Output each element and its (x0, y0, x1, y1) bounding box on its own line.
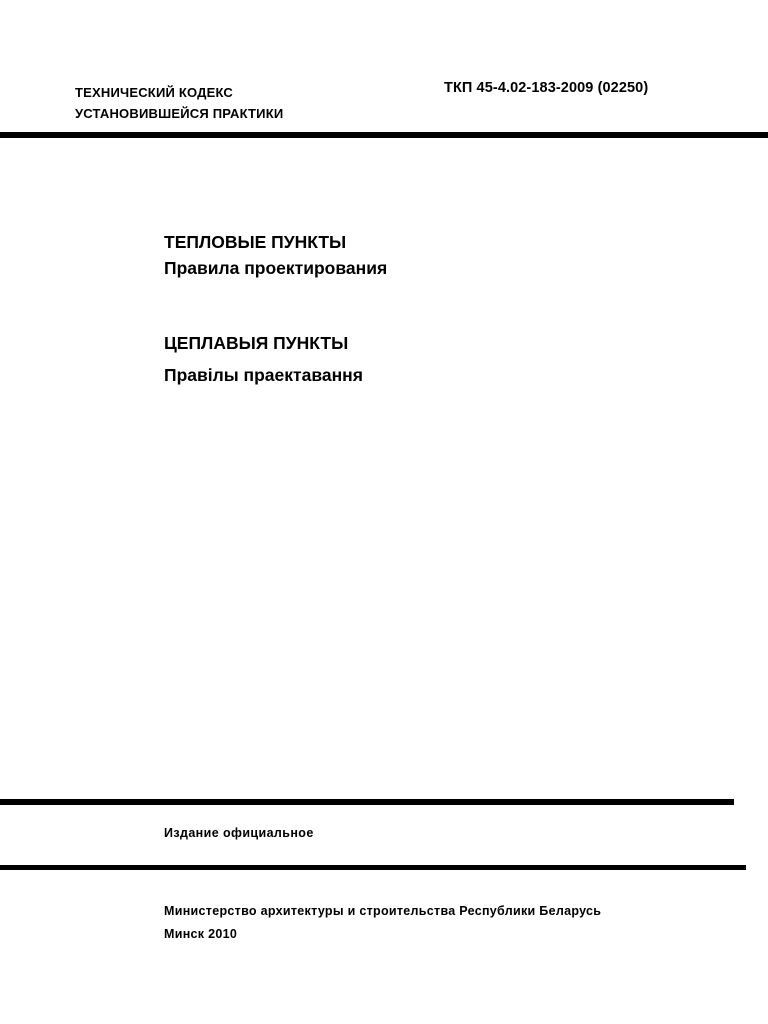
header-divider (0, 132, 768, 138)
document-type-label (75, 82, 283, 124)
publisher-name: Министерство архитектуры и строительства Республики Беларусь (164, 904, 602, 918)
publication-city-year: Минск 2010 (164, 927, 238, 941)
edition-top-divider (0, 799, 734, 805)
subtitle-russian: Правила проектирования (164, 258, 388, 278)
document-type-line-2: УСТАНОВИВШЕЙСЯ ПРАКТИКИ (75, 106, 284, 121)
title-belarusian: ЦЕПЛАВЫЯ ПУНКТЫ (164, 333, 349, 353)
edition-bottom-divider (0, 865, 746, 870)
title-russian: ТЕПЛОВЫЕ ПУНКТЫ (164, 232, 347, 252)
edition-label: Издание официальное (164, 826, 314, 840)
subtitle-belarusian: Правілы праектавання (164, 365, 363, 385)
document-code: ТКП 45-4.02-183-2009 (02250) (444, 80, 649, 96)
document-type-line-1: ТЕХНИЧЕСКИЙ КОДЕКС (75, 85, 234, 100)
